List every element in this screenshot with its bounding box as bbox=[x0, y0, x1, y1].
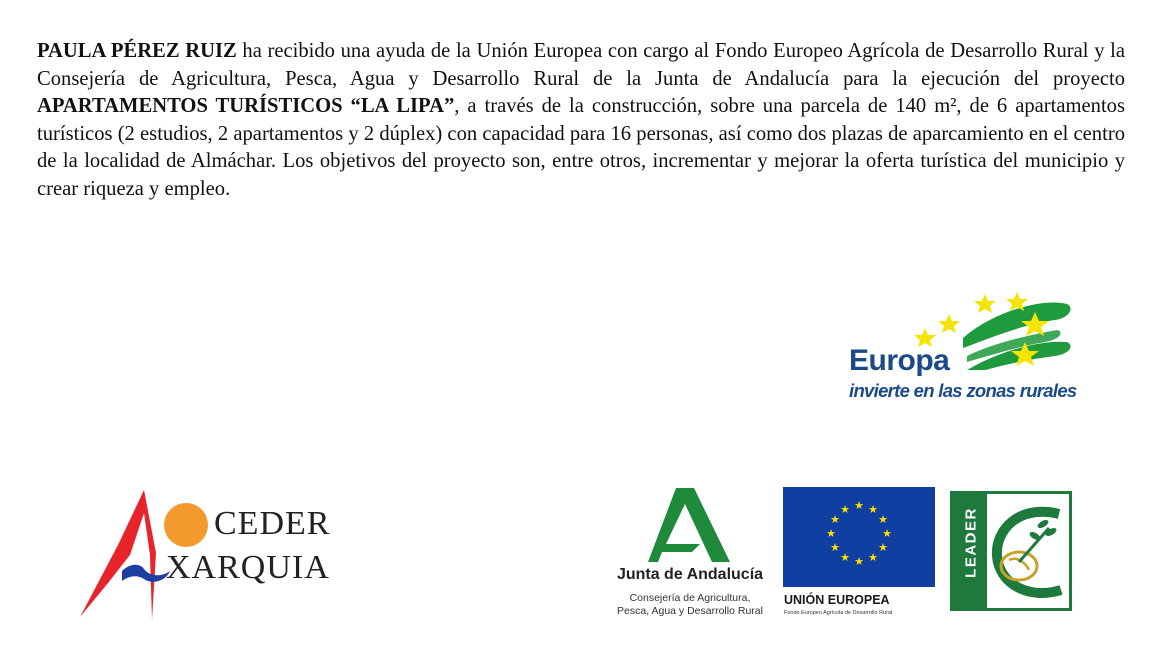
leader-band bbox=[953, 494, 987, 608]
svg-text:★: ★ bbox=[868, 551, 878, 564]
junta-name: Junta de Andalucía bbox=[616, 566, 764, 583]
eu-stars-icon bbox=[783, 487, 935, 587]
junta-dept-line-1: Consejería de Agricultura, bbox=[629, 592, 751, 604]
funding-notice-paragraph bbox=[37, 38, 1125, 203]
eu-name: UNIÓN EUROPEA bbox=[784, 593, 890, 607]
project-name: APARTAMENTOS TURÍSTICOS “LA LIPA” bbox=[37, 95, 455, 117]
svg-text:★: ★ bbox=[830, 513, 840, 526]
eu-fund: Fondo Europeo Agrícola de Desarrollo Rural bbox=[784, 610, 893, 616]
junta-a-icon bbox=[648, 488, 730, 562]
svg-text:★: ★ bbox=[854, 499, 864, 512]
leader-emblem-icon bbox=[989, 500, 1069, 604]
svg-text:★: ★ bbox=[840, 551, 850, 564]
eu-flag bbox=[783, 487, 935, 587]
ceder-line-2: XARQUIA bbox=[166, 549, 330, 586]
svg-text:★: ★ bbox=[868, 503, 878, 516]
svg-text:★: ★ bbox=[878, 541, 888, 554]
junta-department bbox=[600, 592, 780, 618]
svg-text:★: ★ bbox=[840, 503, 850, 516]
leader-logo bbox=[950, 491, 1072, 611]
notice-text-1: ha recibido una ayuda de la Unión Europea con cargo al Fondo Europeo Agrícola de Desarrollo Rural y la Consejería de Agricultura, Pesca, Agua y Desarrollo Rural de la Junta de Andalucía para la ejecución del proyecto bbox=[37, 40, 1126, 90]
svg-text:★: ★ bbox=[878, 513, 888, 526]
junta-dept-line-2: Pesca, Agua y Desarrollo Rural bbox=[617, 605, 763, 617]
ceder-line-1: CEDER bbox=[214, 505, 331, 542]
beneficiary-name: PAULA PÉREZ RUIZ bbox=[37, 40, 237, 62]
svg-text:★: ★ bbox=[830, 541, 840, 554]
europa-tagline: invierte en las zonas rurales bbox=[849, 380, 1077, 401]
svg-text:★: ★ bbox=[882, 527, 892, 540]
europa-word: Europa bbox=[849, 344, 950, 377]
notice-text-2: , a través de la construcción, sobre una parcela de 140 m², de 6 apartamentos turísticos (2 estudios, 2 apartamentos y 2 dúplex) con capacidad para 16 personas, así como dos plazas de aparcamiento en el centro de la localidad de Almáchar. Los objetivos del proyecto son, entre otros, incrementar y mejorar la oferta turística del municipio y crear riqueza y empleo. bbox=[37, 95, 1125, 200]
svg-text:★: ★ bbox=[826, 527, 836, 540]
union-europea-logo bbox=[783, 487, 936, 617]
junta-andalucia-logo bbox=[600, 486, 780, 621]
ceder-axarquia-logo bbox=[78, 485, 348, 625]
europa-invierte-logo bbox=[845, 290, 1080, 408]
leader-word: LEADER bbox=[962, 507, 980, 578]
svg-text:★: ★ bbox=[854, 555, 864, 568]
